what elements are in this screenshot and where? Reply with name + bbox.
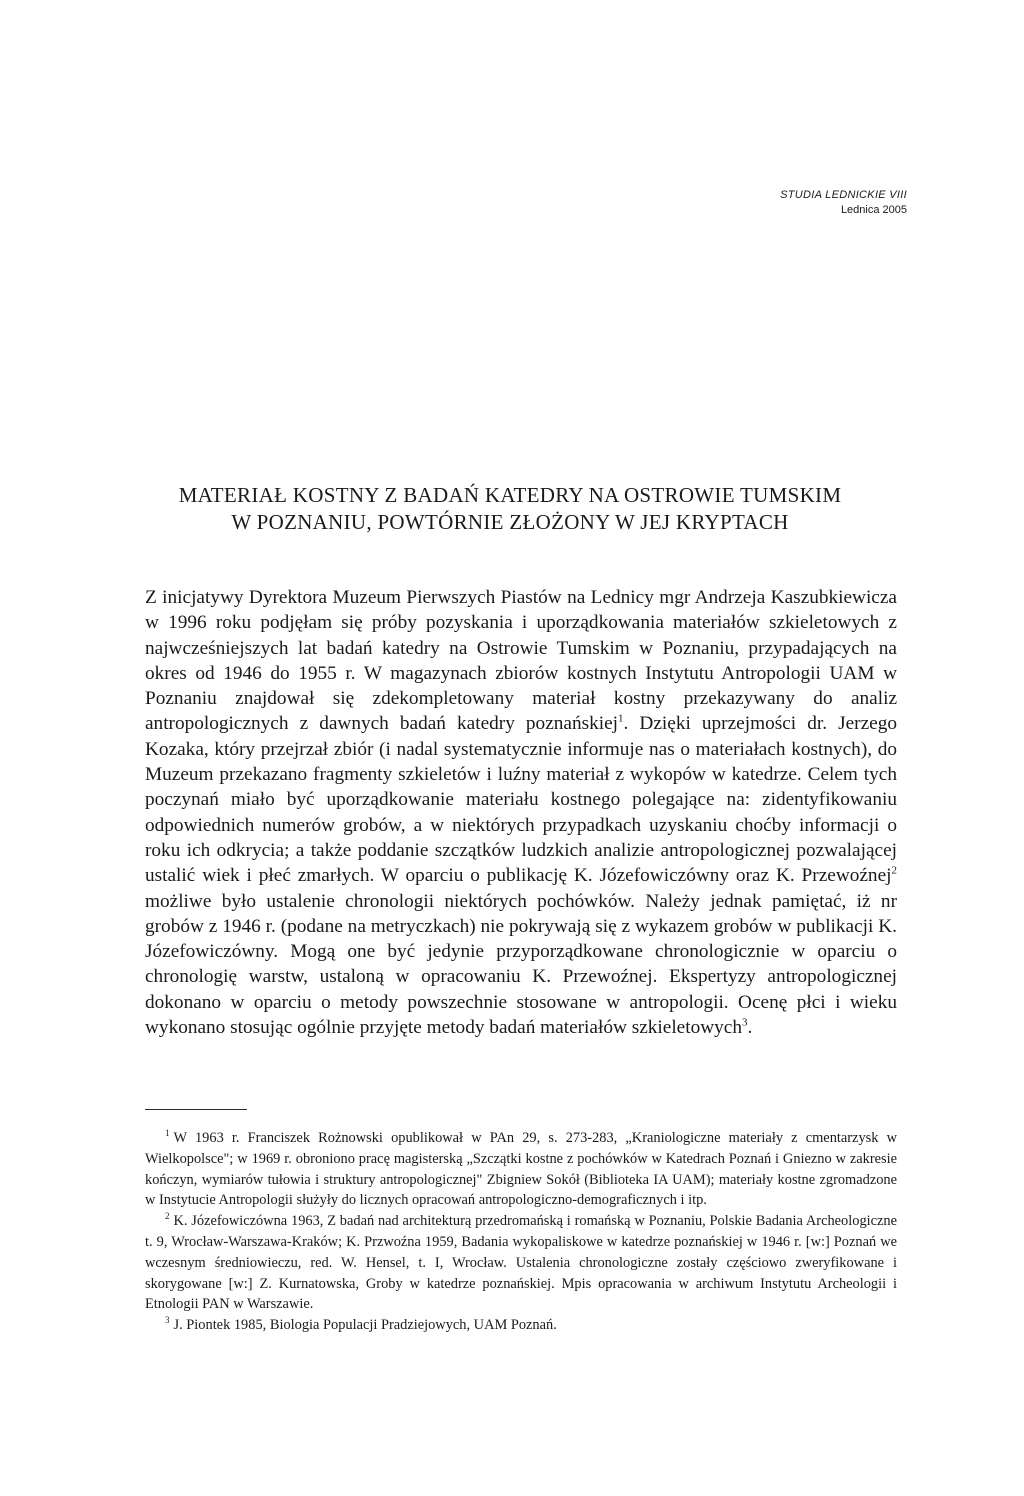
footnote-ref-3[interactable]: 3 xyxy=(742,1016,748,1029)
footnote-number: 3 xyxy=(165,1315,170,1326)
footnotes-section xyxy=(145,1128,897,1336)
journal-place-year: Lednica 2005 xyxy=(840,204,907,216)
article-title xyxy=(110,482,910,536)
body-text-part-1: Z inicjatywy Dyrektora Muzeum Pierwszych Piastów na Lednicy mgr Andrzeja Kaszubkiewicza w 1996 roku podjęłam się próby pozyskania i uporządkowania materiałów szkieletowych z najwcześniejszych lat badań katedry na Ostrowie Tumskim w Poznaniu, przypadających na okres od 1946 do 1955 r. W magazynach zbiorów kostnych Instytutu Antropologii UAM w Poznaniu znajdował się zdekompletowany materiał kostny przekazywany do analiz antropologicznych z dawnych badań katedry poznańskiej xyxy=(145,587,897,735)
footnote-2 xyxy=(145,1211,897,1315)
footnote-ref-2[interactable]: 2 xyxy=(891,864,897,877)
body-text-part-4: . xyxy=(747,1017,753,1039)
title-line-2: W POZNANIU, POWTÓRNIE ZŁOŻONY W JEJ KRYPTACH xyxy=(231,510,789,534)
title-line-1: MATERIAŁ KOSTNY Z BADAŃ KATEDRY NA OSTROWIE TUMSKIM xyxy=(178,483,842,507)
body-text-part-3: możliwe było ustalenie chronologii niektórych pochówków. Należy jednak pamiętać, iż nr grobów z 1946 r. (podane na metryczkach) nie pokrywają się z wykazem grobów w publikacji K. Józefowiczówny. Mogą one być jedynie przyporządkowane chronologicznie w oparciu o chronologię warstw, ustaloną w opracowaniu K. Przewoźnej. Ekspertyzy antropologicznej dokonano w oparciu o metody powszechnie stosowane w antropologii. Ocenę płci i wieku wykonano stosując ogólnie przyjęte metody badań materiałów szkieletowych xyxy=(145,890,897,1039)
footnote-text: W 1963 r. Franciszek Rożnowski opublikował w PAn 29, s. 273-283, „Kraniologiczne materiały z cmentarzysk w Wielkopolsce"; w 1969 r. obroniono pracę magisterską „Szczątki kostne z pochówków w Katedrach Poznań i Gniezno w zakresie kończyn, wymiarów tułowia i struktury antropologicznej" Zbigniew Sokół (Biblioteka IA UAM); materiały kostne zgromadzone w Instytucie Antropologii służyły do licznych opracowań antropologiczno-demograficznych i itp. xyxy=(145,1130,897,1209)
body-paragraph xyxy=(145,585,897,1040)
running-header xyxy=(780,188,907,218)
footnote-text: J. Piontek 1985, Biologia Populacji Pradziejowych, UAM Poznań. xyxy=(173,1317,557,1334)
footnote-3 xyxy=(145,1315,897,1336)
footnote-separator xyxy=(145,1109,247,1110)
journal-series: STUDIA LEDNICKIE VIII xyxy=(780,189,907,201)
footnote-text: K. Józefowiczówna 1963, Z badań nad architekturą przedromańską i romańską w Poznaniu, Polskie Badania Archeologiczne t. 9, Wrocław-Warszawa-Kraków; K. Przwoźna 1959, Badania wykopaliskowe w katedrze poznańskiej w 1946 r. [w:] Poznań we wczesnym średniowieczu, red. W. Hensel, t. I, Wrocław. Ustalenia chronologiczne zostały częściowo zweryfikowane i skorygowane [w:] Z. Kurnatowska, Groby w katedrze poznańskiej. Mpis opracowania w archiwum Instytutu Archeologii i Etnologii PAN w Warszawie. xyxy=(145,1213,897,1313)
body-text-part-2: . Dzięki uprzejmości dr. Jerzego Kozaka, który przejrzał zbiór (i nadal systematycznie informuje nas o materiałach kostnych), do Muzeum przekazano fragmenty szkieletów i luźny materiał z wykopów w katedrze. Celem tych poczynań miało być uporządkowanie materiału kostnego polegające na: zidentyfikowaniu odpowiednich numerów grobów, a w niektórych przypadkach uzyskaniu choćby informacji o roku ich odkrycia; a także poddanie szczątków ludzkich analizie antropologicznej pozwalającej ustalić wiek i płeć zmarłych. W oparciu o publikację K. Józefowiczówny oraz K. Przewoźnej xyxy=(145,713,897,887)
footnote-number: 2 xyxy=(165,1211,170,1222)
footnote-ref-1[interactable]: 1 xyxy=(618,713,624,726)
footnote-number: 1 xyxy=(165,1128,170,1139)
footnote-1 xyxy=(145,1128,897,1211)
